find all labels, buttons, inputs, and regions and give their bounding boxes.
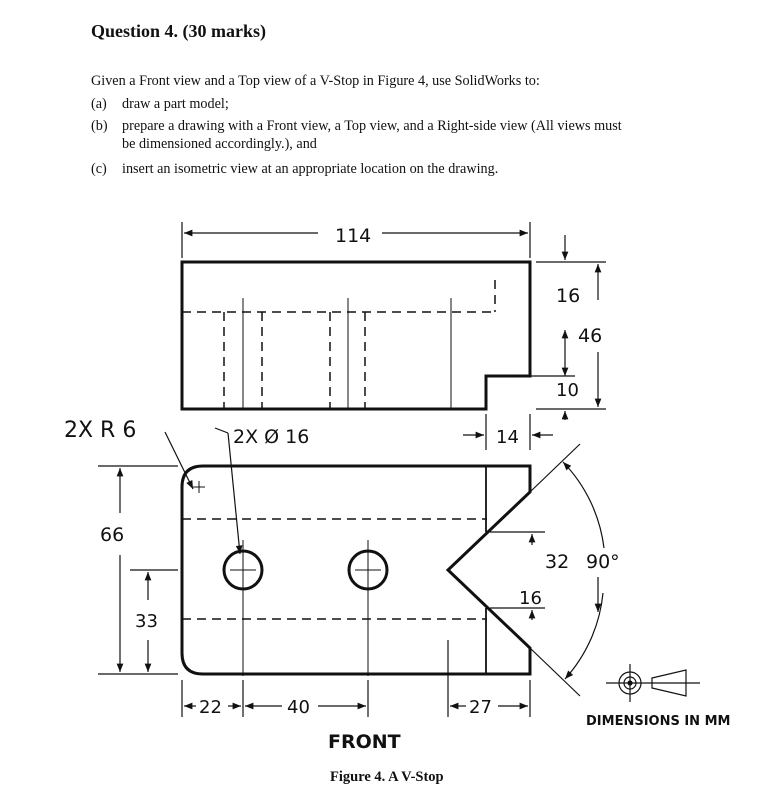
units-note: DIMENSIONS IN MM: [586, 714, 731, 729]
dim-overall-depth: 46: [578, 325, 603, 347]
figure-caption: Figure 4. A V-Stop: [330, 769, 444, 785]
item-text: insert an isometric view at an appropriate location on the drawing.: [122, 161, 499, 177]
view-label-front: FRONT: [328, 731, 401, 753]
dim-hole-offset: 22: [199, 697, 222, 718]
dim-v-depth-width: 32: [545, 551, 570, 573]
dim-hole-spacing: 40: [287, 697, 310, 718]
projection-symbol-icon: [606, 664, 700, 702]
dim-bottom-step-height: 10: [556, 380, 579, 401]
front-view-hidden-lines: [182, 519, 487, 619]
question-title: Question 4. (30 marks): [91, 21, 266, 41]
dim-v-opening: 16: [519, 588, 542, 609]
item-label: (a): [91, 96, 107, 112]
dim-v-angle: 90°: [586, 551, 620, 573]
dim-step-width: 14: [496, 427, 519, 448]
dim-top-step-height: 16: [556, 285, 581, 307]
top-view-outline: [182, 262, 530, 409]
item-label: (b): [91, 118, 108, 134]
front-view-center-lines: [193, 481, 381, 676]
dim-v-end-width: 27: [469, 697, 492, 718]
dim-hole-height: 33: [135, 611, 158, 632]
question-intro: Given a Front view and a Top view of a V-Stop in Figure 4, use SolidWorks to:: [91, 73, 540, 89]
top-view-hidden-lines: [182, 280, 495, 409]
dim-overall-height: 66: [100, 524, 125, 546]
top-view-center-lines: [243, 298, 451, 409]
item-text: prepare a drawing with a Front view, a Top view, and a Right-side view (All views must: [122, 118, 622, 134]
top-view: [182, 262, 530, 409]
dim-hole-callout: 2X Ø 16: [233, 426, 310, 448]
item-text-continued: be dimensioned accordingly.), and: [122, 136, 317, 152]
dim-overall-length: 114: [335, 225, 372, 247]
item-text: draw a part model;: [122, 96, 229, 112]
item-label: (c): [91, 161, 107, 177]
top-view-dimensions: [182, 222, 606, 450]
dim-fillet-callout: 2X R 6: [64, 418, 137, 443]
